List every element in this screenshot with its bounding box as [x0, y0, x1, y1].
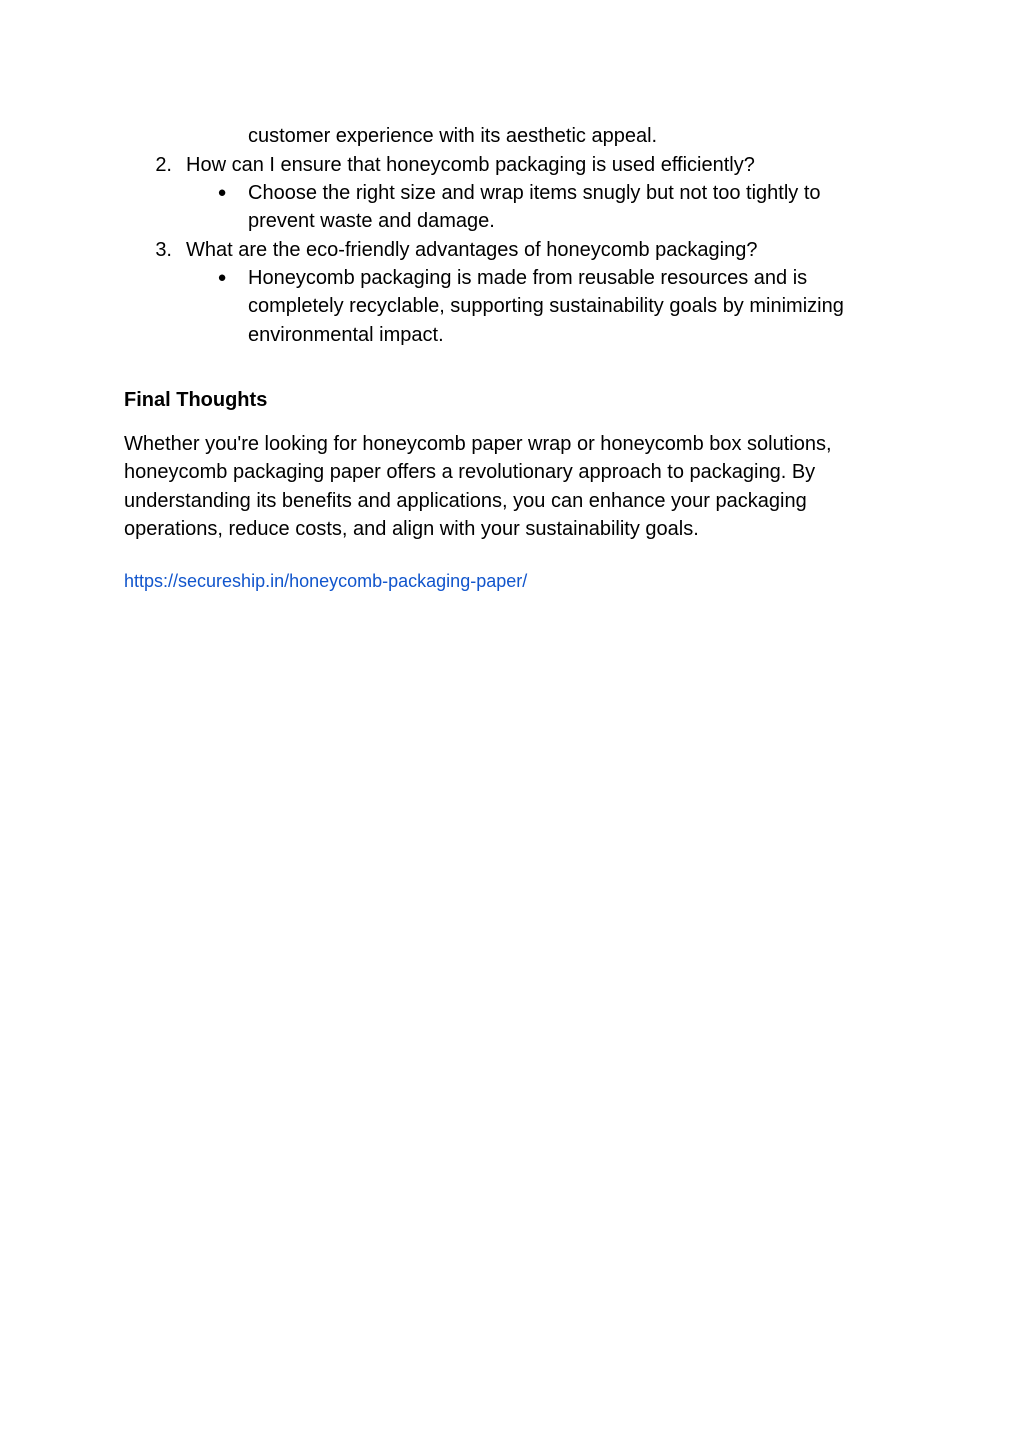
faq-item-2-answer-line: Choose the right size and wrap items snugly but not too tightly to [248, 182, 821, 204]
faq-item-1-answer-tail: customer experience with its aesthetic appeal. [248, 125, 658, 147]
faq-item-3-answer-line: Honeycomb packaging is made from reusable resources and is [248, 267, 808, 289]
faq-item-3-question: What are the eco-friendly advantages of honeycomb packaging? [186, 239, 758, 261]
faq-item-3-answer-line: environmental impact. [248, 324, 444, 346]
faq-item-3-number: 3. [155, 239, 172, 261]
faq-item-2-answer-line: prevent waste and damage. [248, 210, 495, 232]
final-thoughts-heading: Final Thoughts [124, 389, 268, 411]
faq-item-2-bullet: ● [217, 184, 227, 201]
final-thoughts-paragraph: Whether you're looking for honeycomb paper wrap or honeycomb box solutions, honeycomb packaging paper offers a revolutionary approach to packaging. By understanding its benefits and applications, you can enhance your packaging operations, reduce costs, and align with your sustainability goals. [124, 433, 832, 540]
faq-item-2-question: How can I ensure that honeycomb packaging is used efficiently? [186, 154, 755, 176]
source-link[interactable]: https://secureship.in/honeycomb-packaging-paper/ [124, 571, 528, 591]
faq-item-3-answer-line: completely recyclable, supporting sustainability goals by minimizing [248, 295, 844, 317]
faq-item-3-bullet: ● [217, 269, 227, 286]
faq-item-2-number: 2. [155, 154, 172, 176]
